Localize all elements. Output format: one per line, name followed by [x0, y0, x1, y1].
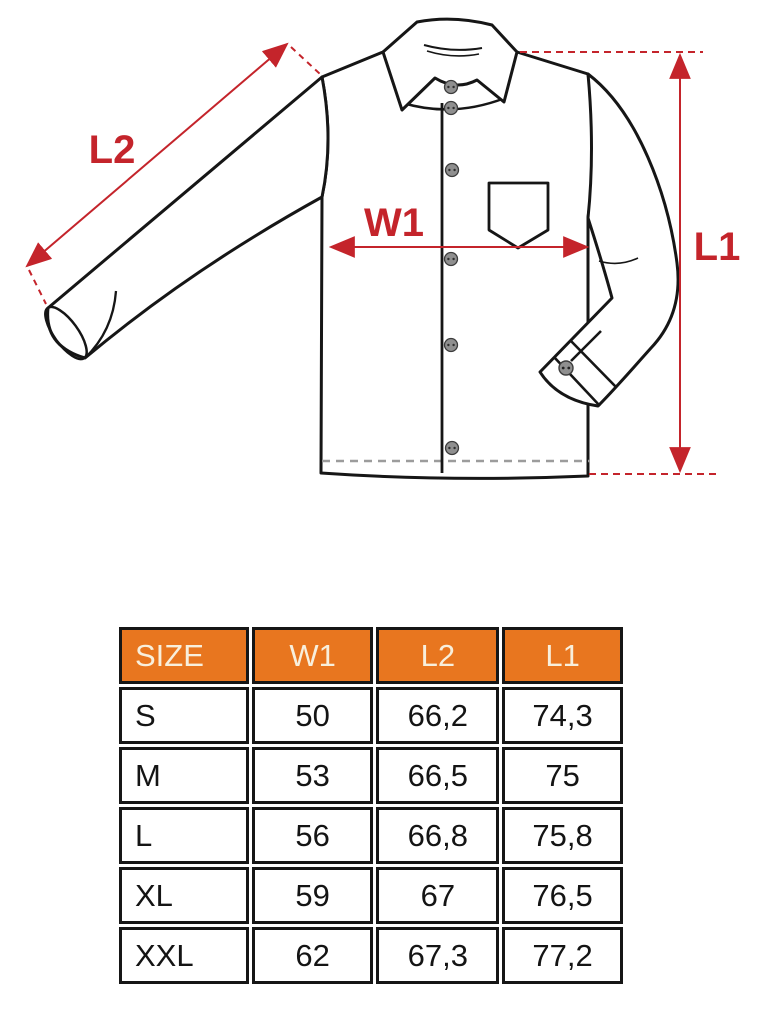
l2-cell: 67 [376, 867, 499, 924]
size-table [116, 624, 626, 987]
l1-cell: 75 [502, 747, 623, 804]
l2-cell: 66,8 [376, 807, 499, 864]
cuff-button [559, 361, 573, 375]
l1-cell: 76,5 [502, 867, 623, 924]
w1-cell: 62 [252, 927, 374, 984]
size-cell: XL [119, 867, 249, 924]
table-row [119, 807, 623, 864]
col-header-w1: W1 [252, 627, 374, 684]
l1-label: L1 [693, 225, 741, 269]
col-header-size: SIZE [119, 627, 249, 684]
l1-cell: 74,3 [502, 687, 623, 744]
l2-cell: 66,5 [376, 747, 499, 804]
w1-cell: 56 [252, 807, 374, 864]
l2-cell: 66,2 [376, 687, 499, 744]
col-header-l2: L2 [376, 627, 499, 684]
table-row [119, 927, 623, 984]
l1-cell: 75,8 [502, 807, 623, 864]
w1-cell: 53 [252, 747, 374, 804]
w1-label: W1 [364, 201, 424, 245]
size-cell: S [119, 687, 249, 744]
l1-cell: 77,2 [502, 927, 623, 984]
size-cell: XXL [119, 927, 249, 984]
col-header-l1: L1 [502, 627, 623, 684]
size-cell: L [119, 807, 249, 864]
table-row [119, 687, 623, 744]
w1-cell: 59 [252, 867, 374, 924]
table-row [119, 867, 623, 924]
w1-cell: 50 [252, 687, 374, 744]
size-cell: M [119, 747, 249, 804]
l2-label: L2 [88, 128, 136, 172]
size-table-header [119, 627, 623, 684]
left-sleeve [38, 77, 328, 365]
l2-cell: 67,3 [376, 927, 499, 984]
table-row [119, 747, 623, 804]
